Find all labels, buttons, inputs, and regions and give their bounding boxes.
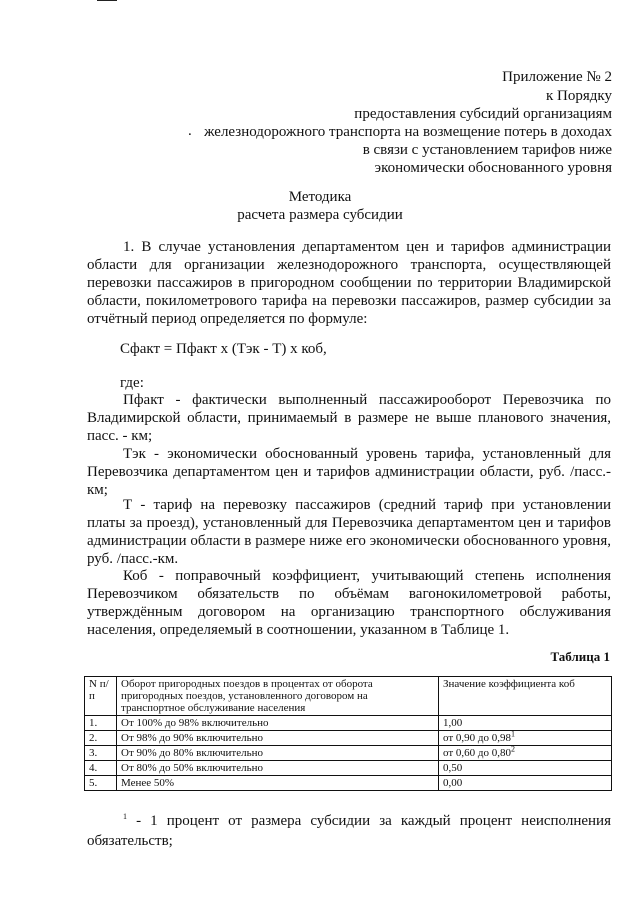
- row-range: От 98% до 90% включительно: [117, 731, 439, 746]
- table-row: [85, 761, 612, 776]
- appendix-line-5: в связи с установлением тарифов ниже: [362, 142, 612, 158]
- paragraph-1: 1. В случае установления департаментом цен и тарифов администрации области для организации железнодорожного транспорта, осуществляющей перевозки пассажиров в пригородном сообщении по территории Владимирской области, покилометрового тарифа на перевозки пассажиров, размер субсидии за отчётный период определяется по формуле:: [87, 239, 611, 327]
- definition-tek: Тэк - экономически обоснованный уровень тарифа, установленный для Перевозчика департаментом цен и тарифов администрации области, руб. /пасс.-км;: [87, 446, 611, 498]
- table-caption: Таблица 1: [550, 649, 610, 664]
- header-number: N п/п: [85, 677, 117, 716]
- row-range: От 90% до 80% включительно: [117, 746, 439, 761]
- appendix-ref: к Порядку: [546, 88, 612, 104]
- appendix-line-3: предоставления субсидий организациям: [354, 106, 612, 122]
- appendix-line-4: железнодорожного транспорта на возмещение потерь в доходах: [204, 124, 612, 140]
- row-number: 3.: [85, 746, 117, 761]
- row-value-text: от 0,60 до 0,80: [443, 747, 512, 759]
- definition-kob: Коб - поправочный коэффициент, учитывающий степень исполнения Перевозчиком обязательств по объёмам вагонокилометровой работы, утверждённым договором на организацию транспортного обслуживания населения, определяемый в соотношении, указанном в Таблице 1.: [87, 568, 611, 638]
- footnote-ref: 1: [511, 729, 516, 739]
- row-number: 1.: [85, 716, 117, 731]
- stray-dot: .: [188, 123, 192, 139]
- row-value: [439, 746, 612, 761]
- header-value: Значение коэффициента коб: [439, 677, 612, 716]
- row-value: [439, 731, 612, 746]
- footnote-text: - 1 процент от размера субсидии за каждый процент неисполнения обязательств;: [87, 813, 611, 849]
- row-number: 2.: [85, 731, 117, 746]
- row-number: 5.: [85, 776, 117, 791]
- row-value: [439, 716, 612, 731]
- row-value-text: от 0,90 до 0,98: [443, 732, 512, 744]
- row-value-text: 1,00: [443, 717, 463, 729]
- definition-pfakt: Пфакт - фактически выполненный пассажирооборот Перевозчика по Владимирской области, принимаемый в размере не выше планового значения, пасс. - км;: [87, 392, 611, 444]
- row-value: [439, 776, 612, 791]
- header-range: Оборот пригородных поездов в процентах от оборота пригородных поездов, установленного договором на транспортное обслуживание населения: [117, 677, 439, 716]
- footnote-ref: 2: [511, 744, 516, 754]
- row-value-text: 0,50: [443, 762, 463, 774]
- row-range: От 80% до 50% включительно: [117, 761, 439, 776]
- table-row: [85, 731, 612, 746]
- table-row: [85, 776, 612, 791]
- appendix-line-6: экономически обоснованного уровня: [374, 160, 612, 176]
- appendix-number: Приложение № 2: [502, 69, 612, 85]
- row-number: 4.: [85, 761, 117, 776]
- row-value-text: 0,00: [443, 777, 463, 789]
- where-label: где:: [120, 375, 144, 391]
- footnote-mark: 1: [123, 812, 127, 821]
- table-row: [85, 746, 612, 761]
- row-range: От 100% до 98% включительно: [117, 716, 439, 731]
- row-value: [439, 761, 612, 776]
- doc-subtitle: расчета размера субсидии: [237, 207, 403, 223]
- coefficient-table: [84, 676, 612, 791]
- top-margin-line: [97, 0, 117, 1]
- subsidy-formula: Сфакт = Пфакт х (Тэк - Т) х коб,: [120, 341, 327, 357]
- row-range: Менее 50%: [117, 776, 439, 791]
- table-header-row: [85, 677, 612, 716]
- definition-t: Т - тариф на перевозку пассажиров (средний тариф при установлении платы за проезд), установленный для Перевозчика департаментом цен и тарифов администрации области в размере ниже его экономически обоснованного уровня, руб. /пасс.-км.: [87, 497, 611, 567]
- doc-title: Методика: [288, 189, 352, 205]
- table-row: [85, 716, 612, 731]
- footnote-1: [87, 811, 611, 851]
